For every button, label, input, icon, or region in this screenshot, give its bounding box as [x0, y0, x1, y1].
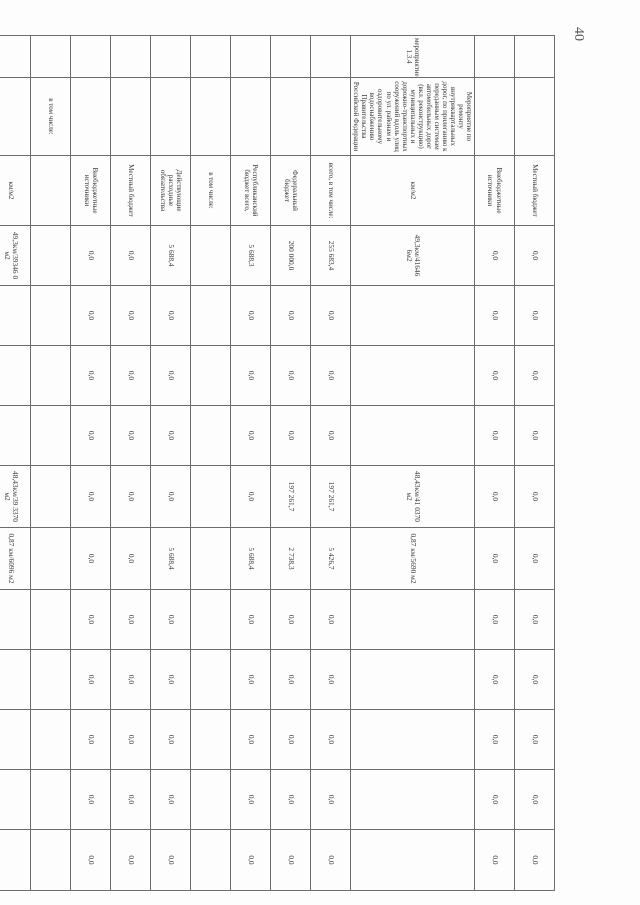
value-cell: 0,0	[515, 770, 555, 830]
table-row	[475, 36, 515, 891]
value-cell	[191, 466, 231, 528]
value-cell	[31, 770, 71, 830]
value-cell: 0,0	[111, 650, 151, 710]
row-name-cell	[151, 78, 191, 156]
row-name-cell: в том числе:	[31, 78, 71, 156]
row-source-cell: Местный бюджет	[515, 156, 555, 226]
value-cell: 0,0	[231, 286, 271, 346]
value-cell: 0,0	[475, 710, 515, 770]
table-body	[0, 36, 555, 891]
table-row	[351, 36, 475, 891]
value-cell: 0,0	[311, 590, 351, 650]
value-cell: 0,0	[475, 406, 515, 466]
row-code-cell	[31, 36, 71, 78]
value-cell: 0,0	[151, 830, 191, 891]
row-name-cell	[111, 78, 151, 156]
value-cell: 0,0	[231, 770, 271, 830]
value-cell: 0,0	[515, 710, 555, 770]
value-cell	[191, 830, 231, 891]
value-cell: 5 688,4	[151, 528, 191, 590]
value-cell: 0,0	[515, 590, 555, 650]
value-cell: 0,0	[111, 346, 151, 406]
value-cell: 0,0	[71, 590, 111, 650]
value-cell	[191, 710, 231, 770]
value-cell	[31, 528, 71, 590]
value-cell: 0,0	[475, 466, 515, 528]
row-name-cell	[271, 78, 311, 156]
value-cell: 0,0	[271, 770, 311, 830]
value-cell	[0, 830, 31, 891]
value-cell: 0,0	[151, 466, 191, 528]
value-cell: 0,0	[231, 590, 271, 650]
table-row	[231, 36, 271, 891]
value-cell	[191, 286, 231, 346]
value-cell: 0,0	[151, 590, 191, 650]
value-cell	[0, 590, 31, 650]
value-cell	[191, 650, 231, 710]
value-cell: 0,0	[231, 830, 271, 891]
value-cell: 0,0	[515, 528, 555, 590]
value-cell: 0,0	[311, 650, 351, 710]
row-code-cell	[151, 36, 191, 78]
value-cell: 0,0	[271, 286, 311, 346]
row-name-cell	[475, 78, 515, 156]
value-cell	[0, 406, 31, 466]
value-cell: 0,0	[71, 528, 111, 590]
value-cell: 0,0	[151, 710, 191, 770]
page-number: 40	[571, 27, 586, 41]
value-cell: 0,0	[151, 286, 191, 346]
value-cell: 49,3км/39346 0 м2	[0, 226, 31, 286]
value-cell: 197 261,7	[311, 466, 351, 528]
row-code-cell	[191, 36, 231, 78]
row-source-cell: Внебюджетные источники	[475, 156, 515, 226]
value-cell: 0,0	[475, 770, 515, 830]
value-cell: 0,0	[71, 710, 111, 770]
value-cell	[191, 528, 231, 590]
row-source-cell: Республиканский бюджет всего,	[231, 156, 271, 226]
value-cell	[351, 770, 475, 830]
row-code-cell	[475, 36, 515, 78]
value-cell: 0,0	[515, 286, 555, 346]
value-cell	[31, 650, 71, 710]
value-cell	[351, 286, 475, 346]
value-cell: 0,0	[111, 466, 151, 528]
value-cell: 5 688,4	[151, 226, 191, 286]
row-source-cell: Федеральный бюджет	[271, 156, 311, 226]
row-name-cell: Мероприятие по ремонту внутриквартальных дорог, по прилеганию к переданным системам автомобильных дорог (вкл. реконструкцию) муниципальных и дорожно-транспортных сооружений вдоль улиц по ул. районам и оздоровительному водоснабжению Правительства Российской Федерации	[351, 78, 475, 156]
value-cell	[351, 710, 475, 770]
value-cell: 0,0	[515, 830, 555, 891]
value-cell: 48,43км/41 0370 м2	[351, 466, 475, 528]
table-row	[71, 36, 111, 891]
value-cell	[31, 590, 71, 650]
value-cell: 0,0	[151, 770, 191, 830]
row-name-cell	[71, 78, 111, 156]
row-code-cell	[0, 36, 31, 78]
value-cell: 0,0	[231, 710, 271, 770]
table-row	[151, 36, 191, 891]
value-cell: 0,0	[271, 346, 311, 406]
value-cell	[351, 406, 475, 466]
table-row	[515, 36, 555, 891]
value-cell	[0, 650, 31, 710]
row-source-cell: Местный бюджет	[111, 156, 151, 226]
value-cell: 0,0	[515, 466, 555, 528]
value-cell: 0,0	[71, 406, 111, 466]
row-code-cell	[311, 36, 351, 78]
budget-table	[0, 35, 555, 891]
table-row	[311, 36, 351, 891]
value-cell: 0,0	[475, 286, 515, 346]
value-cell	[31, 406, 71, 466]
value-cell	[0, 346, 31, 406]
value-cell: 49,3км/41646 6м2	[351, 226, 475, 286]
row-source-cell: Действующие расходные обязательства	[151, 156, 191, 226]
value-cell: 0,0	[311, 286, 351, 346]
value-cell: 0,0	[71, 770, 111, 830]
value-cell	[0, 770, 31, 830]
row-source-cell: Внебюджетные источники	[71, 156, 111, 226]
value-cell	[191, 226, 231, 286]
value-cell	[0, 710, 31, 770]
value-cell: 0,0	[475, 226, 515, 286]
row-name-cell	[515, 78, 555, 156]
value-cell	[0, 286, 31, 346]
row-name-cell	[0, 78, 31, 156]
row-source-cell: км/м2	[351, 156, 475, 226]
row-name-cell	[191, 78, 231, 156]
value-cell: 0,0	[111, 226, 151, 286]
value-cell	[31, 710, 71, 770]
row-code-cell	[271, 36, 311, 78]
value-cell: 0,0	[231, 650, 271, 710]
value-cell: 0,0	[71, 226, 111, 286]
row-source-cell: в том числе:	[191, 156, 231, 226]
value-cell: 0,0	[111, 710, 151, 770]
value-cell: 0,0	[311, 830, 351, 891]
value-cell: 0,0	[311, 346, 351, 406]
value-cell: 5 688,3	[231, 226, 271, 286]
value-cell: 0,0	[271, 830, 311, 891]
value-cell	[351, 830, 475, 891]
value-cell: 0,0	[111, 286, 151, 346]
value-cell	[191, 770, 231, 830]
value-cell	[191, 346, 231, 406]
table-row	[111, 36, 151, 891]
value-cell	[31, 466, 71, 528]
value-cell: 0,0	[475, 830, 515, 891]
row-code-cell	[231, 36, 271, 78]
value-cell: 0,0	[151, 650, 191, 710]
value-cell	[31, 226, 71, 286]
value-cell: 0,0	[271, 650, 311, 710]
value-cell: 0,0	[111, 528, 151, 590]
table-row	[271, 36, 311, 891]
value-cell: 0,0	[111, 406, 151, 466]
value-cell: 2 738,3	[271, 528, 311, 590]
row-source-cell: всего, в том числе:	[311, 156, 351, 226]
value-cell: 0,0	[231, 406, 271, 466]
table-row	[31, 36, 71, 891]
value-cell: 255 683,4	[311, 226, 351, 286]
value-cell: 0,0	[271, 406, 311, 466]
value-cell: 0,0	[271, 590, 311, 650]
value-cell: 0,0	[475, 590, 515, 650]
row-code-cell: мероприятие 1.3.4	[351, 36, 475, 78]
value-cell: 0,0	[71, 466, 111, 528]
value-cell: 0,0	[71, 650, 111, 710]
value-cell	[351, 650, 475, 710]
row-code-cell	[515, 36, 555, 78]
table-row	[0, 36, 31, 891]
value-cell: 0,0	[515, 226, 555, 286]
value-cell	[31, 830, 71, 891]
value-cell: 0,0	[515, 406, 555, 466]
value-cell: 0,0	[111, 830, 151, 891]
value-cell: 0,0	[151, 346, 191, 406]
value-cell: 0,87 км/5690 м2	[351, 528, 475, 590]
value-cell: 0,0	[71, 346, 111, 406]
row-name-cell	[311, 78, 351, 156]
value-cell: 0,0	[111, 590, 151, 650]
value-cell: 0,0	[111, 770, 151, 830]
value-cell: 0,0	[311, 406, 351, 466]
value-cell: 0,0	[231, 466, 271, 528]
value-cell: 0,0	[475, 650, 515, 710]
value-cell: 0,0	[231, 346, 271, 406]
value-cell: 0,0	[515, 346, 555, 406]
value-cell: 0,0	[311, 710, 351, 770]
value-cell: 0,0	[151, 406, 191, 466]
value-cell: 0,0	[475, 346, 515, 406]
row-code-cell	[71, 36, 111, 78]
value-cell: 0,0	[475, 528, 515, 590]
value-cell: 0,0	[515, 650, 555, 710]
value-cell: 0,0	[71, 830, 111, 891]
value-cell	[31, 286, 71, 346]
value-cell: 48,43км/39 3370 м2	[0, 466, 31, 528]
row-source-cell	[31, 156, 71, 226]
value-cell: 5 426,7	[311, 528, 351, 590]
value-cell: 0,0	[271, 710, 311, 770]
value-cell	[191, 406, 231, 466]
value-cell: 0,0	[71, 286, 111, 346]
value-cell	[351, 346, 475, 406]
value-cell	[191, 590, 231, 650]
value-cell	[351, 590, 475, 650]
row-code-cell	[111, 36, 151, 78]
table-row	[191, 36, 231, 891]
value-cell	[31, 346, 71, 406]
value-cell: 0,0	[311, 770, 351, 830]
value-cell: 200 000,0	[271, 226, 311, 286]
value-cell: 0,87 км/6096 м2	[0, 528, 31, 590]
rotated-table-wrapper	[2, 35, 555, 890]
value-cell: 197 261,7	[271, 466, 311, 528]
row-source-cell: км/м2	[0, 156, 31, 226]
row-name-cell	[231, 78, 271, 156]
value-cell: 5 688,4	[231, 528, 271, 590]
